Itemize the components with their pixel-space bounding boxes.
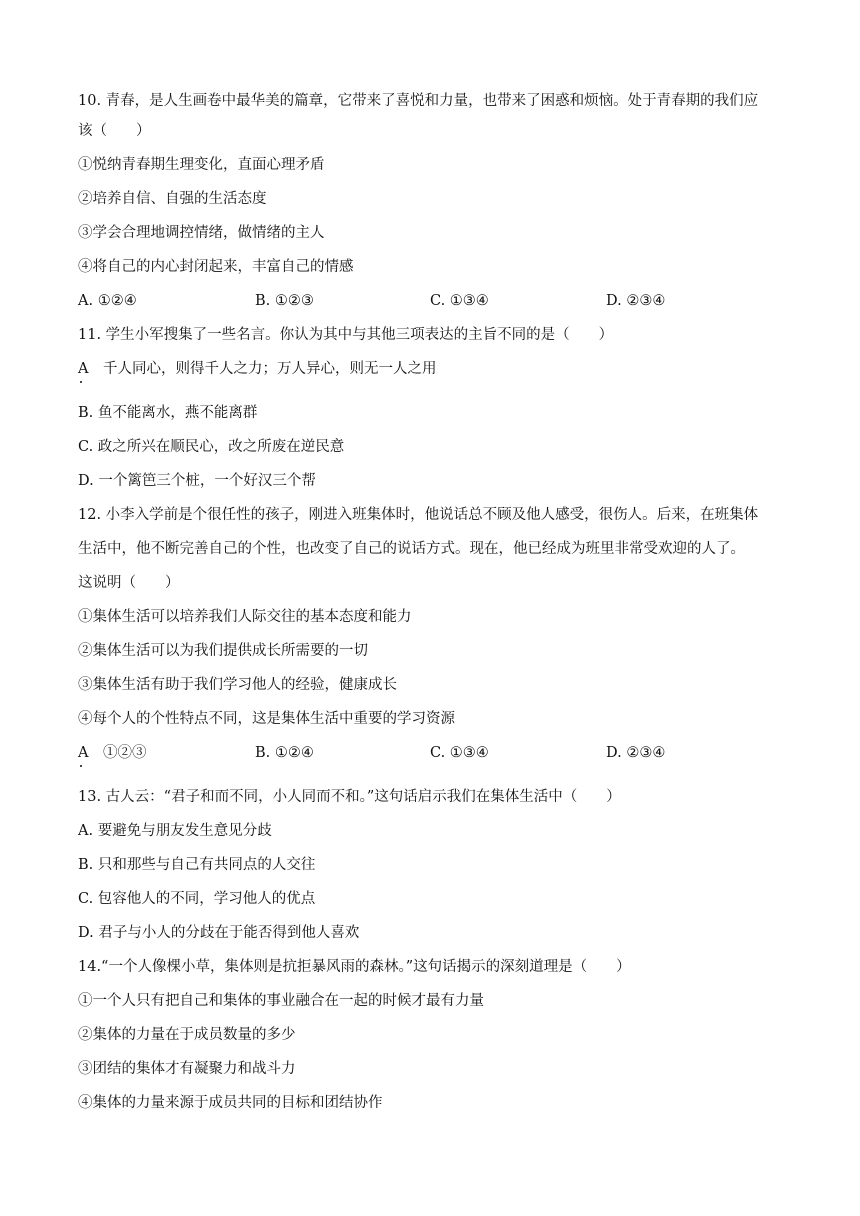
- question-12-option-a[interactable]: A ①②③: [78, 745, 147, 761]
- question-12-statement-2: ②集体生活可以为我们提供成长所需要的一切: [78, 643, 368, 659]
- question-11-stem: 11. 学生小军搜集了一些名言。你认为其中与其他三项表达的主旨不同的是（ ）: [78, 327, 614, 343]
- question-10-option-d[interactable]: D. ②③④: [606, 293, 666, 309]
- question-12-options: [78, 744, 798, 764]
- question-14-statement-2: ②集体的力量在于成员数量的多少: [78, 1027, 296, 1043]
- question-12-stem-line-2: 生活中，他不断完善自己的个性，也改变了自己的说话方式。现在，他已经成为班里非常受欢迎的人了。: [78, 541, 745, 557]
- question-11-option-a[interactable]: A 千人同心，则得千人之力；万人异心，则无一人之用: [78, 361, 437, 377]
- question-12-stem-line-1: 12. 小李入学前是个很任性的孩子，刚进入班集体时，他说话总不顾及他人感受，很伤人。后来，在班集体: [78, 507, 759, 523]
- question-13-stem: 13. 古人云：“君子和而不同，小人同而不和。”这句话启示我们在集体生活中（ ）: [78, 789, 621, 805]
- question-14-statement-4: ④集体的力量来源于成员共同的目标和团结协作: [78, 1095, 383, 1111]
- question-10-stem-line-1: 10. 青春，是人生画卷中最华美的篇章，它带来了喜悦和力量，也带来了困惑和烦恼。处于青春期的我们应: [78, 93, 759, 109]
- question-10-option-b[interactable]: B. ①②③: [255, 293, 314, 309]
- question-11-option-d[interactable]: D. 一个篱笆三个桩，一个好汉三个帮: [78, 473, 316, 489]
- question-12-statement-4: ④每个人的个性特点不同，这是集体生活中重要的学习资源: [78, 711, 455, 727]
- question-11-option-b[interactable]: B. 鱼不能离水，燕不能离群: [78, 405, 258, 421]
- option-marker-dot: [80, 381, 82, 383]
- question-13-option-c[interactable]: C. 包容他人的不同，学习他人的优点: [78, 891, 316, 907]
- question-10-statement-4: ④将自己的内心封闭起来，丰富自己的情感: [78, 259, 354, 275]
- question-12-option-c[interactable]: C. ①③④: [430, 745, 489, 761]
- question-10-statement-1: ①悦纳青春期生理变化，直面心理矛盾: [78, 157, 325, 173]
- question-10-options: [78, 292, 798, 312]
- question-10-option-c[interactable]: C. ①③④: [430, 293, 489, 309]
- question-10-stem-line-2: 该（ ）: [78, 123, 151, 139]
- question-10-statement-3: ③学会合理地调控情绪，做情绪的主人: [78, 225, 325, 241]
- question-12-stem-line-3: 这说明（ ）: [78, 575, 180, 591]
- question-14-stem: 14.“一个人像棵小草，集体则是抗拒暴风雨的森林。”这句话揭示的深刻道理是（ ）: [78, 959, 631, 975]
- question-13-option-b[interactable]: B. 只和那些与自己有共同点的人交往: [78, 857, 316, 873]
- question-10-statement-2: ②培养自信、自强的生活态度: [78, 191, 267, 207]
- question-13-option-d[interactable]: D. 君子与小人的分歧在于能否得到他人喜欢: [78, 925, 360, 941]
- question-12-option-b[interactable]: B. ①②④: [255, 745, 314, 761]
- question-12-statement-1: ①集体生活可以培养我们人际交往的基本态度和能力: [78, 609, 412, 625]
- question-12-statement-3: ③集体生活有助于我们学习他人的经验，健康成长: [78, 677, 397, 693]
- question-10-option-a[interactable]: A. ①②④: [78, 293, 137, 309]
- question-14-statement-3: ③团结的集体才有凝聚力和战斗力: [78, 1061, 296, 1077]
- question-13-option-a[interactable]: A. 要避免与朋友发生意见分歧: [78, 823, 272, 839]
- option-marker-dot: [80, 765, 82, 767]
- question-12-option-d[interactable]: D. ②③④: [606, 745, 666, 761]
- question-11-option-c[interactable]: C. 政之所兴在顺民心，改之所废在逆民意: [78, 439, 345, 455]
- question-14-statement-1: ①一个人只有把自己和集体的事业融合在一起的时候才最有力量: [78, 993, 484, 1009]
